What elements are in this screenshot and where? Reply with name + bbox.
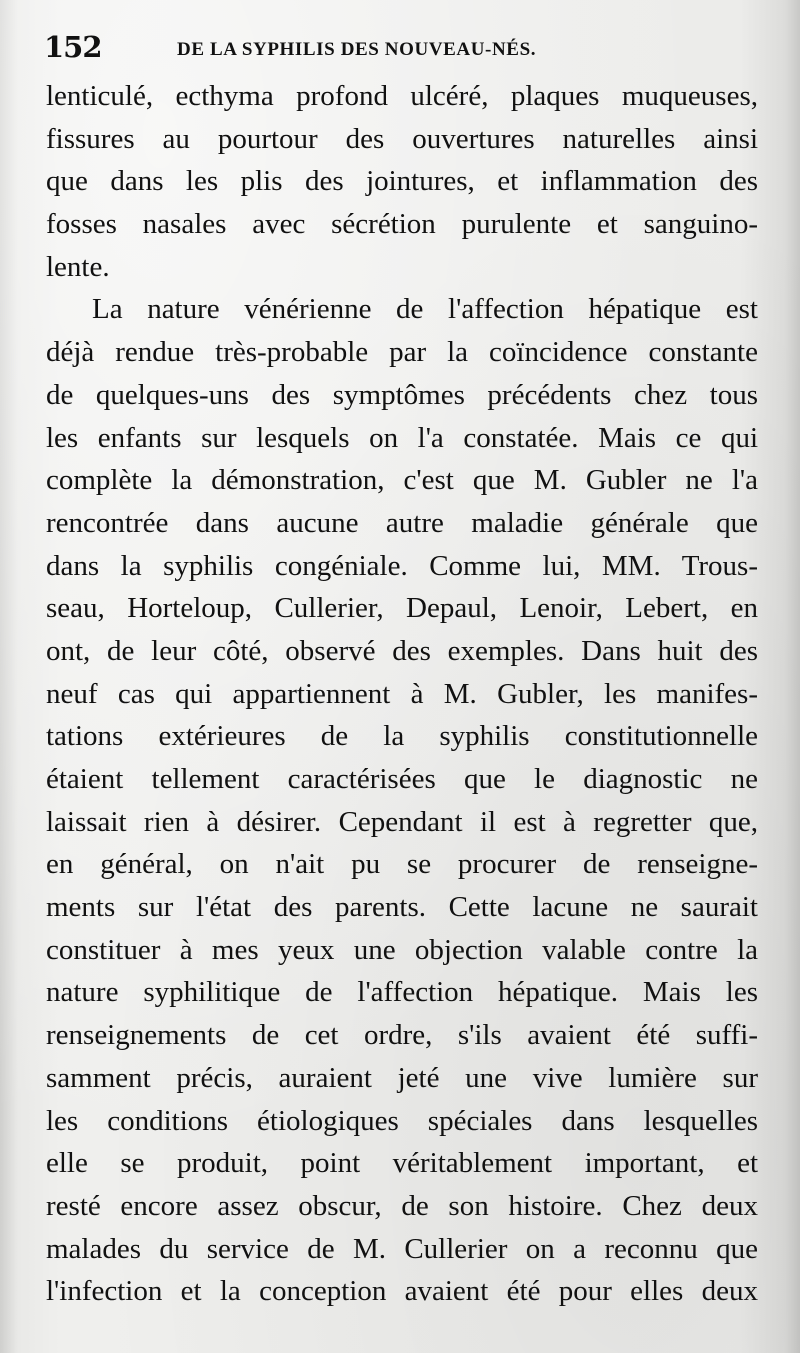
page-header [44,30,760,74]
text-line: rencontrée dans aucune autre maladie générale que [46,506,758,539]
text-line: déjà rendue très-probable par la coïncidence constante [46,336,758,369]
text-line: nature syphilitique de l'affection hépatique. Mais les [46,976,758,1009]
text-line: l'infection et la conception avaient été pour elles deux [46,1275,758,1308]
text-line: laissait rien à désirer. Cependant il est à regretter que, [46,805,758,838]
text-line: fissures au pourtour des ouvertures naturelles ainsi [46,122,758,155]
text-line: ments sur l'état des parents. Cette lacune ne saurait [46,891,758,924]
paragraph-first-line: La nature vénérienne de l'affection hépatique est [92,293,758,326]
text-line: les enfants sur lesquels on l'a constatée. Mais ce qui [46,421,758,454]
text-line: que dans les plis des jointures, et inflammation des [46,165,758,198]
text-line: tations extérieures de la syphilis constitutionnelle [46,720,758,753]
text-line: les conditions étiologiques spéciales dans lesquelles [46,1104,758,1137]
running-head: DE LA SYPHILIS DES NOUVEAU-NÉS. [177,39,537,60]
text-line: elle se produit, point véritablement important, et [46,1147,758,1180]
text-line: fosses nasales avec sécrétion purulente et sanguino- [46,208,758,241]
text-line: en général, on n'ait pu se procurer de renseigne- [46,848,758,881]
text-line: resté encore assez obscur, de son histoire. Chez deux [46,1189,758,1222]
text-line: constituer à mes yeux une objection valable contre la [46,933,758,966]
text-line: lente. [46,250,110,283]
text-line: lenticulé, ecthyma profond ulcéré, plaques muqueuses, [46,80,758,112]
page-number: 152 [44,30,102,64]
text-line: complète la démonstration, c'est que M. Gubler ne l'a [46,464,758,497]
text-line: samment précis, auraient jeté une vive lumière sur [46,1061,758,1094]
text-line: renseignements de cet ordre, s'ils avaient été suffi- [46,1019,758,1052]
text-line: étaient tellement caractérisées que le diagnostic ne [46,763,758,795]
text-line: ont, de leur côté, observé des exemples. Dans huit des [46,634,758,667]
body-text [46,75,758,1313]
text-line: de quelques-uns des symptômes précédents chez tous [46,378,758,411]
text-line: malades du service de M. Cullerier on a reconnu que [46,1232,758,1265]
text-line: dans la syphilis congéniale. Comme lui, MM. Trous- [46,549,758,582]
text-line: neuf cas qui appartiennent à M. Gubler, les manifes- [46,677,758,710]
text-line: seau, Horteloup, Cullerier, Depaul, Lenoir, Lebert, en [46,592,758,625]
